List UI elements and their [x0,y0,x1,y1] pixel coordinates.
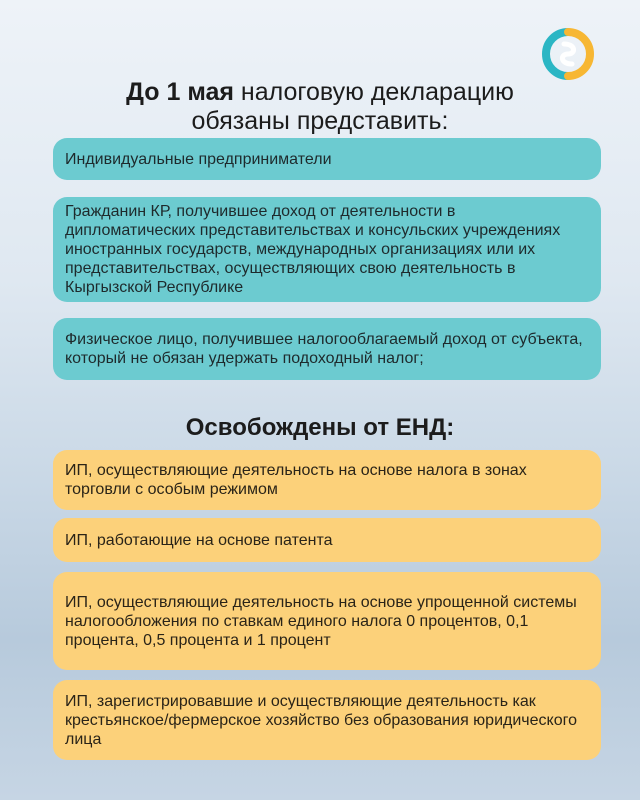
exempt-item-farm [53,680,601,760]
obliged-item-individual [53,318,601,380]
exempt-section-title: Освобождены от ЕНД: [185,414,455,441]
obliged-item-text: Гражданин КР, получившее доход от деятельности в дипломатических представительствах и консульских учреждениях иностранных государств, международных организациях или их представительствах, осуществляющих свою деятельность в Кыргызской Республике [65,203,561,296]
heading-line1: налоговую декларацию [233,78,514,106]
obliged-item-citizen [53,197,601,302]
page-heading [0,78,640,136]
exempt-item-simplified [53,572,601,670]
exempt-item-text: ИП, зарегистрировавшие и осуществляющие деятельность как крестьянское/фермерское хозяйство без образования юридического лица [65,692,577,748]
heading-line2: обязаны представить: [191,107,449,135]
tax-service-logo-icon [542,28,594,80]
exempt-item-text: ИП, осуществляющие деятельность на основе налога в зонах торговли с особым режимом [65,462,527,498]
exempt-item-patent [53,518,601,562]
exempt-item-text: ИП, работающие на основе патента [65,531,333,549]
exempt-item-text: ИП, осуществляющие деятельность на основе упрощенной системы налогообложения по ставкам единого налога 0 процентов, 0,1 процента, 0,5 процента и 1 процент [65,593,577,649]
obliged-item-entrepreneurs [53,138,601,180]
obliged-item-text: Индивидуальные предприниматели [65,150,332,168]
heading-bold: До 1 мая [126,78,234,106]
exempt-item-trade-zones [53,450,601,510]
obliged-item-text: Физическое лицо, получившее налогооблагаемый доход от субъекта, который не обязан удержать подоходный налог; [65,331,583,367]
